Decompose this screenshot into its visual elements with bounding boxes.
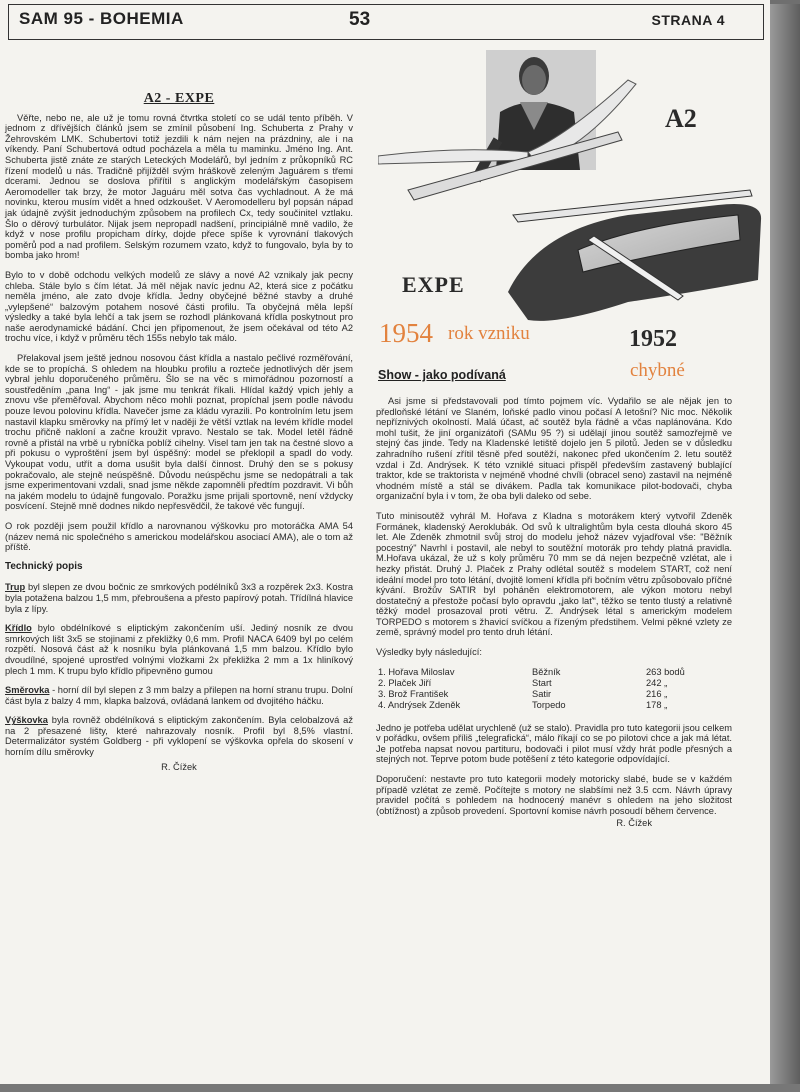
article-title-show: Show - jako podívaná (378, 368, 506, 382)
photo-model-a2-expe (378, 40, 764, 345)
result-name: 4. Andrýsek Zdeněk (378, 699, 461, 710)
term-text: byl slepen ze dvou bočnic ze smrkových podélníků 3x3 a rozpěrek 2x3. Kostra byla potažena balzou 1,5 mm, přebroušena a přesto papírový potah. Třídílná hlavice byla z lípy. (5, 582, 353, 614)
tech-item-vyskovka (5, 715, 353, 757)
signature: R. Čížek (161, 761, 197, 772)
issue-number: 53 (349, 9, 371, 30)
results-table (378, 667, 689, 711)
header-title: SAM 95 - BOHEMIA (19, 9, 184, 28)
page-shadow (770, 4, 800, 1092)
result-model: Torpedo (532, 699, 566, 710)
paragraph: Asi jsme si představovali pod tímto pojmem víc. Vydařilo se ale nějak jen to předloňské létání ve Slaném, loňské padlo vinou počasí A letošní? Nic moc. Několik nepříznivých okolností. Malá účast, ač soutěž byla řádně a včas naplánována. Kdo mohl tušit, že jiní organizátoři (SAMu 95 ?) si udělají jinou soutěž samozřejmě ve stejný čas jinde. Tedy na Kladenské letiště dojelo jen 5 pilotů. Jeden se v důsledku zahradního rušení zřítil těsně před soutěží, nakonec před ukončením 2. letu soutěž vzdal i Zd. Andrýsek. K této vzniklé situaci přispěl především zastavený bublající traktor, kde se traktorista v nejméně vhodné chvíli (obracel seno) zastavil na nejméně vhodném místě a stál se divákem. Padla tak komunikace pilot-bodovači, chyba organizační byla i v tom, že oba byli daleko od sebe. (376, 396, 732, 502)
term-text: byla rovněž obdélníková s eliptickým zakončením. Byla celobalzová až na 2 přesazené lišty, které nahrazovaly nosník. Profil byl 8,5% vlastní. Determalizátor systém Goldberg - při vyklopení se výškovka opřela do skosení v horním dílu směrovky (5, 715, 353, 758)
paragraph: Věřte, nebo ne, ale už je tomu rovná čtvrtka století co se udál tento příběh. V jednom z dřívějších článků jsem se zmínil působení Ing. Schuberta z Prahy v Žehrovském LMK. Schubertovi totiž jezdili k nám nejen na prázdniny, ale i na víkendy. Paní Schubertová odtud pocházela a měla tu maminku. Jméno Ing. Ant. Schuberta jistě znáte ze starých Leteckých Modelářů, byl jedním z průkopníků RC řízení modelů u nás. Tradičně přijížděl svým hráškově zeleným Jaguárem s třemi dcerami. Jednou se doslova přiřítil s anglickým modelářským časopisem Aeromodeller tak brzy, že motor Jaguáru měl sotva čas vychladnout. A že má novinku, kterou musím vidět a hned odzkoušet. V Aeromodelleru byl popsán nápad jak údajně zvýšit jednoduchým způsobem na profilech Cx, tedy součinitel vztlaku. Šlo o děrový turbulátor. Nijak jsem nepropadl nadšení, principiálně mně vadilo, že když v nose profilu propicham dírky, dojde přece spíše k vyrovnání tlakových poměrů pod a nad profilem. Selským rozumem vzato, když to fungovalo, byla by to bomba jako hrom! (5, 112, 353, 261)
table-row (378, 689, 689, 700)
correction-text: rok vzniku (448, 323, 530, 344)
term: Křídlo (5, 623, 32, 634)
result-model: Běžník (532, 666, 561, 677)
paragraph: O rok později jsem použil křídlo a narovnanou výškovku pro motoráčka AMA 54 (název nemá nic společného s americkou modelářskou asociací AMA), ale o tom až příště. (5, 520, 353, 553)
result-points: 178 „ (646, 699, 668, 710)
model-glider-2 (508, 190, 761, 321)
page-shadow-bottom (0, 1084, 800, 1092)
paragraph: Doporučení: nestavte pro tuto kategorii modely motoricky slabé, bude se v každém případě vzlétat ze země. Počítejte s motory ne slabšími než 3.5 ccm. Návrh úpravy pravidel počítá s pohledem na hodnocený manévr s ohledem na jeho složitost (obtížnost) a způsob provedení. Sportovní komise návrh posoudí během července. (376, 774, 732, 816)
page-header (8, 4, 764, 40)
correction-year: 1954 (379, 318, 433, 348)
result-model: Start (532, 677, 552, 688)
paragraph: Bylo to v době odchodu velkých modelů ze slávy a nové A2 vznikaly jak pecny chleba. Stále bylo s čím létat. Já měl nějak navíc jednu A2, která sice z počátku neměla jméno, ale zato dvoje křídla. Jedny obyčejné běžné stavby a druhé „vylepšené“ balzovým potahem nosové části profilu. Ta obyčejná měla lepší výsledky a také byla lehčí a tak jsem se rozhodl plánkovaná křídla poskytnout pro naše aerodynamické bádání. Chci jen připomenout, že jsem očekával od této A2 trochu více, i když v průměru těch 155s nebylo tak málo. (5, 269, 353, 344)
section-heading: Technický popis (5, 560, 83, 572)
paragraph: Jedno je potřeba udělat urychleně (už se stalo). Pravidla pro tuto kategorii jsou celkem v pořádku, ovšem příliš „telegrafická“, málo říkají co se po pilotovi chce a jak má létat. Je potřeba napsat novou partituru, bodovači i pilot musí vždy hrát podle přesných a stejných not. Teprve potom bude potěšení z této kategorie odpovídající. (376, 722, 732, 765)
table-row (378, 678, 689, 689)
article-show (376, 396, 732, 829)
tech-item-smerovka (5, 685, 353, 706)
result-points: 263 bodů (646, 666, 685, 677)
term: Směrovka (5, 685, 50, 696)
article-a2-expe (5, 91, 353, 772)
label-a2: A2 (665, 104, 697, 133)
original-year: 1952 (629, 326, 677, 352)
correction-note: chybné (630, 360, 685, 381)
tech-item-kridlo (5, 623, 353, 676)
article-title: A2 - EXPE (143, 91, 215, 106)
label-expe: EXPE (402, 272, 465, 297)
result-points: 242 „ (646, 677, 668, 688)
paragraph: Přelakoval jsem ještě jednou nosovou část křídla a nastalo pečlivé rozměřování, kde se to propíchá. S ohledem na hloubku profilu a rozteče jednotlivých děr jsem vybral jehlu doporučeného průměru. Šlo se na věc s mimořádnou pozorností a soustředěním „pana Ing“ - jak jsme mu tenkrát říkali. Hlídal každý vpich jehly a znovu vše přeměřoval. Abychom něco mohli poznat, propíchal jsem podle návodu pouze levou polovinu křídla. Navečer jsme za kládu vyrazili. Po kontrolním letu jsem nastavil klapku směrovky na přímý let v naději že větší vztlak na levém křídle model trochu přičně nakloní a začne kroužit vpravo. Nestalo se tak. Model letěl řádně rovně a přistál na vrbě u rybníčka poblíž cihelny. Visel tam jen tak na čestné slovo a při pokusu o vyproštění jsem byl úspěšný: model se překlopil a spadl do vody. Vykoupat vodu, utřít a doma usušit byla další činnost. Druhý den se s pokusy pokračovalo, ale stejně neúspěšně. Důvodu neúspěchu jsme se nedopátrali a tak jsme experimentovani vzdali, snad jsme někde zapomněli předtím pozdravit. Vi bůh na jakém modelu to údajně fungovalo. Poražku jsme prijali sportovně, není vždycky posvícení. Stejně mně dodnes nikdo nepřesvědčil, že takové věc fungují. (5, 353, 353, 512)
result-name: 1. Hořava Miloslav (378, 666, 455, 677)
term-text: bylo obdélníkové s eliptickým zakončením uší. Jediný nosník ze dvou smrkových lišt 3x5 se stojinami z překližky 0,6 mm. Profil NACA 6409 byl po celém rozpětí. Nosová část až k nosníku byla plánkovaná 1,5 mm balzou. Křídlo bylo dvoudílné, spojené uprostřed volnými vložkami 2x překližka 2 mm a 1x hliníkový plech 1 mm. K trupu bylo křídlo připevněno gumou (5, 623, 353, 676)
result-name: 2. Plaček Jiří (378, 677, 432, 688)
signature: R. Čížek (616, 818, 652, 829)
tech-item-trup (5, 582, 353, 614)
table-row (378, 667, 689, 678)
table-row (378, 700, 689, 711)
results-intro: Výsledky byly následující: (376, 647, 482, 658)
photo-illustration (378, 40, 764, 345)
paragraph: Tuto minisoutěž vyhrál M. Hořava z Kladna s motorákem který vytvořil Zdeněk Formánek, kladenský Aeroklubák. Od svů k ultralightům byla cesta dlouhá skoro 45 let. Ale Zdeněk zhmotnil svůj stroj do modelu jehož název vyjadřoval vše: "Běžník pocestný" Navrhl i postavil, ale nebyl to soutěžní motorák pro tehdy platná pravidla. M.Hořava ukázal, že už s koly průměru 70 mm se dá nejen bezpečně vzlétat, ale i hezky přistát. Druhý J. Plaček z Prahy odlétal soutěž s modelem START, což není ideální model pro toto létání, dvojitě lomení křídla při bočním větru způsobovalo příčné kývání. Brožův SATIR byl poháněn elektromotorem, ale výkon motoru nebyl dostatečný a přestože počasí bylo opravdu „jako lať“, těžko se tento tlustý a relativně těžký model prosazoval proti větru. Z. Andrýsek létal s americkým modelem TORPEDO s motorem s žhavicí svíčkou a řízeným předstihem. Velmi pěkné vzlety ze země, správný model pro tento druh létání. (376, 510, 732, 638)
term: Trup (5, 582, 26, 593)
page-number: STRANA 4 (651, 12, 725, 28)
result-points: 216 „ (646, 688, 668, 699)
result-model: Satir (532, 688, 552, 699)
term-text: - horní díl byl slepen z 3 mm balzy a přilepen na horní stranu trupu. Dolní část byla z balzy 4 mm, klapka balzová, ovládaná lankem od dvojitého háčku. (5, 685, 353, 706)
term: Výškovka (5, 715, 48, 726)
result-name: 3. Brož František (378, 688, 449, 699)
